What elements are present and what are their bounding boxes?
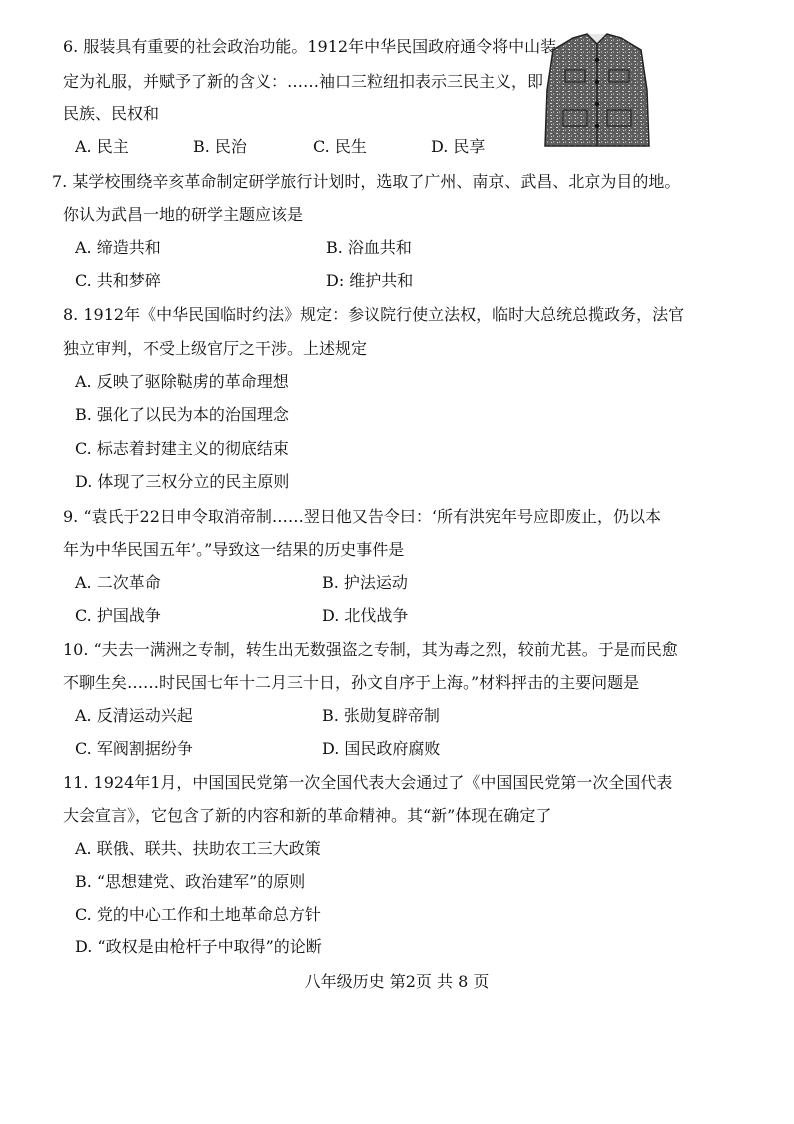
q10-option-c: C. 军阀割据纷争 [75,739,193,758]
q6-option-a: A. 民主 [75,137,129,156]
q10-line-2: 不聊生矣……时民国七年十二月三十日，孙文自序于上海。”材料抨击的主要问题是 [63,673,640,692]
q11-option-a: A. 联俄、联共、扶助农工三大政策 [75,839,321,858]
q9-option-a: A. 二次革命 [75,573,161,592]
q8-line-2: 独立审判，不受上级官厅之干涉。上述规定 [63,339,368,358]
q10-line-1: 10. “夫去一满洲之专制，转生出无数强盗之专制，其为毒之烈，较前尤甚。于是而民愈 [63,640,678,659]
q10-option-d: D. 国民政府腐败 [322,739,441,758]
q6-option-c: C. 民生 [313,137,367,156]
q9-option-c: C. 护国战争 [75,606,161,625]
q6-line-2: 定为礼服，并赋予了新的含义：……袖口三粒纽扣表示三民主义，即 [63,72,544,91]
q7-option-d: D: 维护共和 [326,271,414,290]
q11-option-d: D. “政权是由枪杆子中取得”的论断 [75,937,322,956]
q6-option-d: D. 民享 [431,137,486,156]
q7-line-2: 你认为武昌一地的研学主题应该是 [63,205,304,224]
q6-line-3: 民族、民权和 [63,104,160,123]
q6-option-b: B. 民治 [193,137,247,156]
q7-option-b: B. 浴血共和 [326,238,412,257]
q7-option-c: C. 共和梦碎 [75,271,161,290]
q11-line-1: 11. 1924年1月，中国国民党第一次全国代表大会通过了《中国国民党第一次全国代表 [63,773,673,792]
q7-option-a: A. 缔造共和 [75,238,161,257]
q10-option-a: A. 反清运动兴起 [75,706,193,725]
q8-line-1: 8. 1912年《中华民国临时约法》规定：参议院行使立法权，临时大总统总揽政务，法官 [63,305,685,324]
q8-option-b: B. 强化了以民为本的治国理念 [75,405,289,424]
q9-option-b: B. 护法运动 [322,573,408,592]
q9-line-1: 9. “袁氏于22日申令取消帝制……翌日他又告令曰：‘所有洪宪年号应即废止，仍以本 [63,507,661,526]
q6-line-1: 6. 服装具有重要的社会政治功能。1912年中华民国政府通令将中山装 [63,37,557,56]
q9-line-2: 年为中华民国五年’。”导致这一结果的历史事件是 [63,540,405,559]
q9-option-d: D. 北伐战争 [322,606,409,625]
q8-option-c: C. 标志着封建主义的彻底结束 [75,439,289,458]
q11-option-b: B. “思想建党、政治建军”的原则 [75,872,306,891]
q7-line-1: 7. 某学校围绕辛亥革命制定研学旅行计划时，选取了广州、南京、武昌、北京为目的地。 [52,172,681,191]
q11-option-c: C. 党的中心工作和土地革命总方针 [75,905,321,924]
q10-option-b: B. 张勋复辟帝制 [322,706,440,725]
q8-option-a: A. 反映了驱除鞑虏的革命理想 [75,372,289,391]
page-footer: 八年级历史 第2页 共 8 页 [304,972,490,991]
q8-option-d: D. 体现了三权分立的民主原则 [75,472,290,491]
zhongshan-suit-photo [543,30,651,148]
q11-line-2: 大会宣言》，它包含了新的内容和新的革命精神。其“新”体现在确定了 [63,806,552,825]
